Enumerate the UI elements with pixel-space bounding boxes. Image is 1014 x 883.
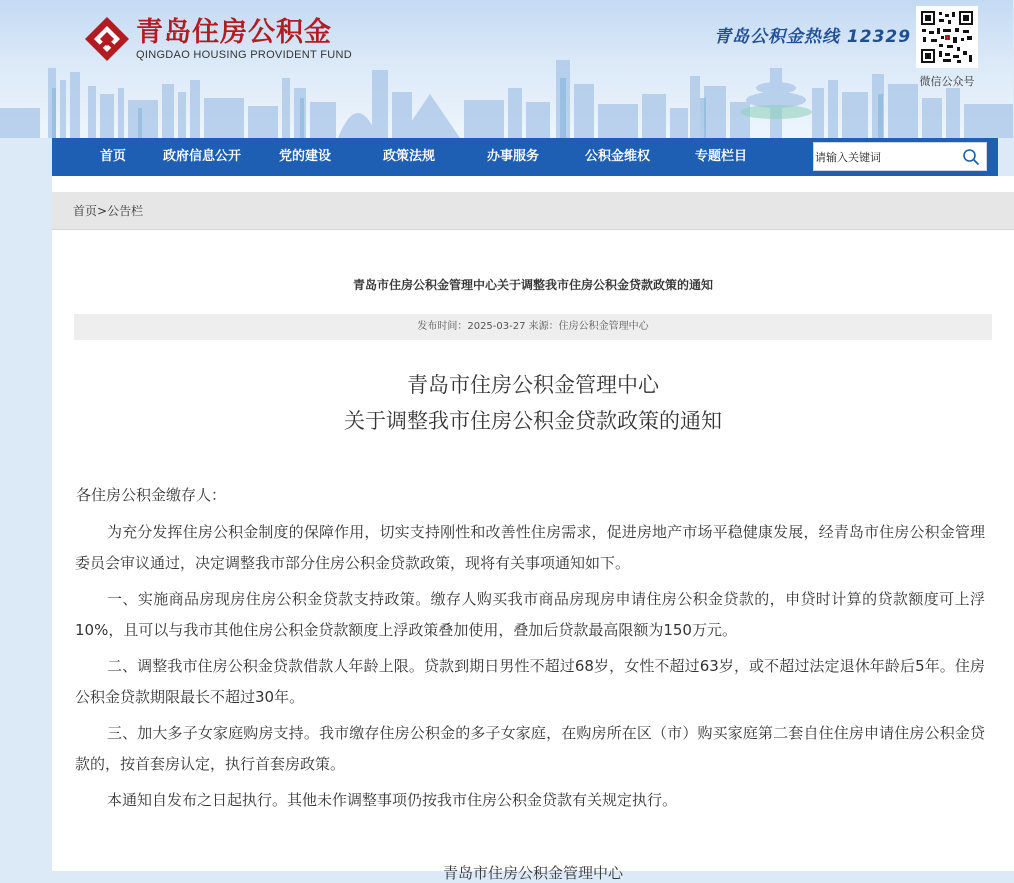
breadcrumb-home-link[interactable]: 首页 bbox=[73, 204, 98, 218]
breadcrumb-current-link[interactable]: 公告栏 bbox=[107, 204, 144, 218]
qr-code-label: 微信公众号 bbox=[919, 75, 975, 88]
logo-english-name: QINGDAO HOUSING PROVIDENT FUND bbox=[136, 49, 352, 61]
main-content bbox=[52, 176, 1014, 882]
article-meta: 发布时间：2025-03-27 来源：住房公积金管理中心 bbox=[74, 314, 992, 340]
breadcrumb-separator: > bbox=[97, 204, 108, 218]
salutation: 各住房公积金缴存人： bbox=[76, 486, 227, 504]
nav-item-rights[interactable]: 公积金维权 bbox=[585, 149, 651, 164]
nav-item-topics[interactable]: 专题栏目 bbox=[695, 149, 748, 164]
search-box bbox=[813, 142, 987, 171]
paragraph-item-3: 三、加大多子女家庭购房支持。我市缴存住房公积金的多子女家庭，在购房所在区（市）购买家庭第二套自住住房申请住房公积金贷款的，按首套房认定，执行首套房政策。 bbox=[75, 724, 985, 773]
nav-item-gov-info[interactable]: 政府信息公开 bbox=[163, 149, 242, 164]
article-title: 青岛市住房公积金管理中心关于调整我市住房公积金贷款政策的通知 bbox=[352, 278, 713, 292]
nav-item-policies[interactable]: 政策法规 bbox=[383, 149, 436, 164]
logo-diamond-icon bbox=[82, 14, 132, 64]
main-navigation bbox=[52, 138, 998, 176]
site-header bbox=[0, 0, 1013, 138]
document-heading-line1: 青岛市住房公积金管理中心 bbox=[407, 373, 659, 397]
site-logo[interactable] bbox=[82, 14, 352, 64]
hotline-text: 青岛公积金热线 12329 bbox=[714, 27, 912, 47]
nav-item-services[interactable]: 办事服务 bbox=[487, 149, 540, 164]
nav-item-home[interactable]: 首页 bbox=[100, 149, 127, 164]
paragraph-item-2: 二、调整我市住房公积金贷款借款人年龄上限。贷款到期日男性不超过68岁，女性不超过63岁，或不超过法定退休年龄后5年。住房公积金贷款期限最长不超过30年。 bbox=[75, 657, 985, 706]
paragraph-effective: 本通知自发布之日起执行。其他未作调整事项仍按我市住房公积金贷款有关规定执行。 bbox=[107, 791, 678, 809]
search-icon[interactable] bbox=[962, 148, 980, 166]
document-heading-line2: 关于调整我市住房公积金贷款政策的通知 bbox=[344, 409, 722, 433]
breadcrumb bbox=[73, 192, 143, 230]
signature: 青岛市住房公积金管理中心 bbox=[442, 864, 623, 882]
wechat-qr-code bbox=[916, 6, 978, 68]
paragraph-item-1: 一、实施商品房现房住房公积金贷款支持政策。缴存人购买我市商品房现房申请住房公积金贷款的，申贷时计算的贷款额度可上浮10%，且可以与我市其他住房公积金贷款额度上浮政策叠加使用，叠加后贷款最高限额为150万元。 bbox=[75, 590, 985, 639]
search-input[interactable] bbox=[814, 143, 954, 170]
city-skyline-illustration bbox=[0, 58, 1013, 138]
nav-item-party-building[interactable]: 党的建设 bbox=[279, 149, 332, 164]
breadcrumb-bar bbox=[52, 192, 1014, 230]
paragraph-intro: 为充分发挥住房公积金制度的保障作用，切实支持刚性和改善性住房需求，促进房地产市场平稳健康发展，经青岛市住房公积金管理委员会审议通过，决定调整我市部分住房公积金贷款政策，现将有关事项通知如下。 bbox=[75, 523, 985, 572]
logo-chinese-name: 青岛住房公积金 bbox=[136, 17, 332, 48]
